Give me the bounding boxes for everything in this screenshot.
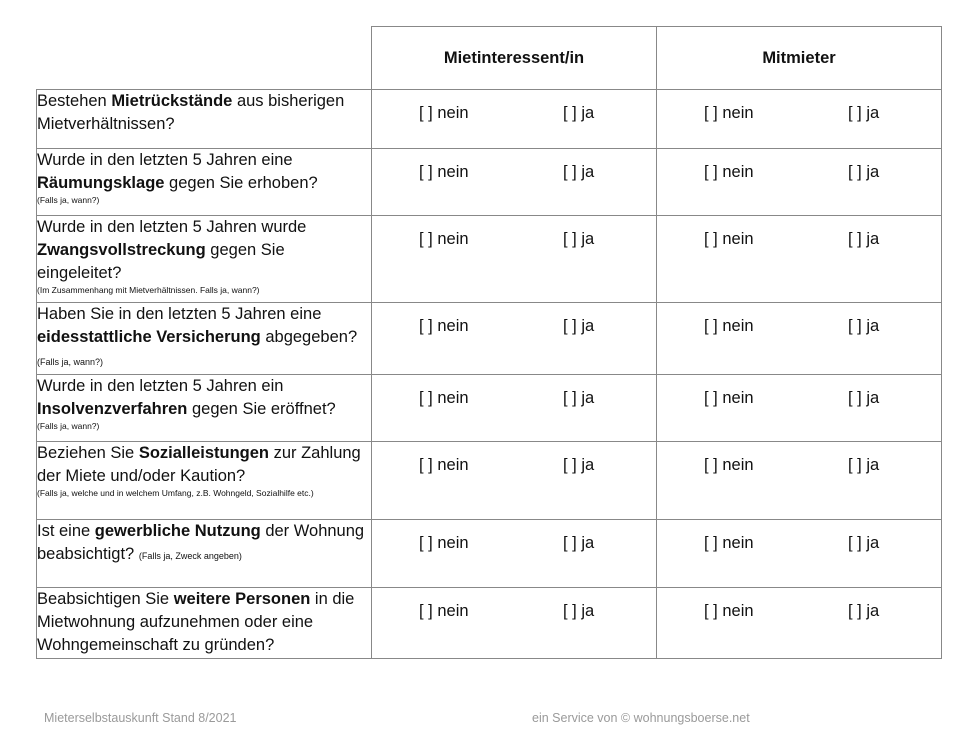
co-tenant-no-checkbox[interactable]: [ ] nein (704, 602, 754, 620)
applicant-no-checkbox[interactable]: [ ] nein (419, 317, 469, 335)
footer-service-credit: ein Service von © wohnungsboerse.net (532, 711, 750, 725)
co-tenant-no-checkbox[interactable]: [ ] nein (704, 104, 754, 122)
applicant-answer-cell (372, 216, 657, 303)
applicant-yes-checkbox[interactable]: [ ] ja (563, 389, 595, 407)
question-note: (Im Zusammenhang mit Mietverhältnissen. Falls ja, wann?) (37, 285, 260, 295)
question-row-eviction-suit (37, 149, 942, 216)
question-cell: Bestehen Mietrückstände aus bisherigen Mietverhältnissen? (37, 90, 372, 149)
question-note: (Falls ja, wann?) (37, 421, 100, 431)
column-header-co-tenant: Mitmieter (657, 27, 942, 90)
question-keyword: Räumungsklage (37, 174, 165, 192)
applicant-no-checkbox[interactable]: [ ] nein (419, 230, 469, 248)
co-tenant-answer-cell (657, 442, 942, 520)
question-keyword: weitere Personen (173, 590, 311, 608)
question-note: (Falls ja, wann?) (37, 195, 100, 205)
question-row-rent-arrears (37, 90, 942, 149)
co-tenant-answer-cell (657, 216, 942, 303)
question-note: (Falls ja, wann?) (37, 357, 104, 367)
column-header-applicant: Mietinteressent/in (372, 27, 657, 90)
co-tenant-no-checkbox[interactable]: [ ] nein (704, 317, 754, 335)
question-cell: Ist eine gewerbliche Nutzung der Wohnung beabsichtigt? (Falls ja, Zweck angeben) (37, 520, 372, 588)
co-tenant-answer-cell (657, 303, 942, 375)
question-row-affidavit (37, 303, 942, 375)
question-cell: Wurde in den letzten 5 Jahren ein Insolvenzverfahren gegen Sie eröffnet? (Falls ja, wann?) (37, 375, 372, 442)
applicant-yes-checkbox[interactable]: [ ] ja (563, 456, 595, 474)
question-cell: Wurde in den letzten 5 Jahren eine Räumungsklage gegen Sie erhoben? (Falls ja, wann?) (37, 149, 372, 216)
footer-document-version: Mieterselbstauskunft Stand 8/2021 (44, 711, 237, 725)
question-keyword: Insolvenzverfahren (37, 400, 188, 418)
question-row-social-benefits (37, 442, 942, 520)
co-tenant-yes-checkbox[interactable]: [ ] ja (848, 104, 880, 122)
applicant-no-checkbox[interactable]: [ ] nein (419, 602, 469, 620)
co-tenant-no-checkbox[interactable]: [ ] nein (704, 534, 754, 552)
header-row (37, 27, 942, 90)
applicant-answer-cell (372, 90, 657, 149)
co-tenant-no-checkbox[interactable]: [ ] nein (704, 163, 754, 181)
applicant-no-checkbox[interactable]: [ ] nein (419, 104, 469, 122)
co-tenant-yes-checkbox[interactable]: [ ] ja (848, 230, 880, 248)
applicant-yes-checkbox[interactable]: [ ] ja (563, 534, 595, 552)
co-tenant-no-checkbox[interactable]: [ ] nein (704, 389, 754, 407)
self-disclosure-table (36, 26, 942, 659)
co-tenant-yes-checkbox[interactable]: [ ] ja (848, 534, 880, 552)
co-tenant-no-checkbox[interactable]: [ ] nein (704, 230, 754, 248)
co-tenant-answer-cell (657, 90, 942, 149)
co-tenant-yes-checkbox[interactable]: [ ] ja (848, 163, 880, 181)
question-row-additional-persons (37, 588, 942, 659)
co-tenant-yes-checkbox[interactable]: [ ] ja (848, 456, 880, 474)
header-blank-cell (37, 27, 372, 90)
co-tenant-yes-checkbox[interactable]: [ ] ja (848, 317, 880, 335)
question-note: (Falls ja, Zweck angeben) (138, 551, 242, 561)
applicant-answer-cell (372, 149, 657, 216)
applicant-answer-cell (372, 303, 657, 375)
applicant-answer-cell (372, 375, 657, 442)
co-tenant-answer-cell (657, 520, 942, 588)
question-keyword: Sozialleistungen (138, 444, 270, 462)
applicant-answer-cell (372, 442, 657, 520)
co-tenant-answer-cell (657, 149, 942, 216)
question-cell: Haben Sie in den letzten 5 Jahren eine eidesstattliche Versicherung abgegeben? (Falls ja, wann?) (37, 303, 372, 375)
applicant-yes-checkbox[interactable]: [ ] ja (563, 104, 595, 122)
applicant-no-checkbox[interactable]: [ ] nein (419, 534, 469, 552)
co-tenant-answer-cell (657, 375, 942, 442)
question-keyword: gewerbliche Nutzung (94, 522, 261, 540)
applicant-yes-checkbox[interactable]: [ ] ja (563, 163, 595, 181)
question-row-foreclosure (37, 216, 942, 303)
co-tenant-yes-checkbox[interactable]: [ ] ja (848, 602, 880, 620)
question-note: (Falls ja, welche und in welchem Umfang, z.B. Wohngeld, Sozialhilfe etc.) (37, 488, 314, 498)
applicant-no-checkbox[interactable]: [ ] nein (419, 163, 469, 181)
applicant-yes-checkbox[interactable]: [ ] ja (563, 317, 595, 335)
question-cell: Beabsichtigen Sie weitere Personen in die Mietwohnung aufzunehmen oder eine Wohngemeinschaft zu gründen? (37, 588, 372, 659)
applicant-no-checkbox[interactable]: [ ] nein (419, 456, 469, 474)
applicant-answer-cell (372, 520, 657, 588)
question-keyword: eidesstattliche Versicherung (37, 328, 261, 346)
applicant-yes-checkbox[interactable]: [ ] ja (563, 230, 595, 248)
question-cell: Wurde in den letzten 5 Jahren wurde Zwangsvollstreckung gegen Sie eingeleitet? (Im Zusammenhang mit Mietverhältnissen. Falls ja, wann?) (37, 216, 372, 303)
question-cell: Beziehen Sie Sozialleistungen zur Zahlung der Miete und/oder Kaution? (Falls ja, welche und in welchem Umfang, z.B. Wohngeld, Sozialhilfe etc.) (37, 442, 372, 520)
co-tenant-answer-cell (657, 588, 942, 659)
applicant-no-checkbox[interactable]: [ ] nein (419, 389, 469, 407)
question-keyword: Zwangsvollstreckung (37, 241, 206, 259)
co-tenant-no-checkbox[interactable]: [ ] nein (704, 456, 754, 474)
question-keyword: Mietrückstände (111, 92, 233, 110)
question-row-insolvency (37, 375, 942, 442)
applicant-answer-cell (372, 588, 657, 659)
applicant-yes-checkbox[interactable]: [ ] ja (563, 602, 595, 620)
co-tenant-yes-checkbox[interactable]: [ ] ja (848, 389, 880, 407)
question-row-commercial-use (37, 520, 942, 588)
